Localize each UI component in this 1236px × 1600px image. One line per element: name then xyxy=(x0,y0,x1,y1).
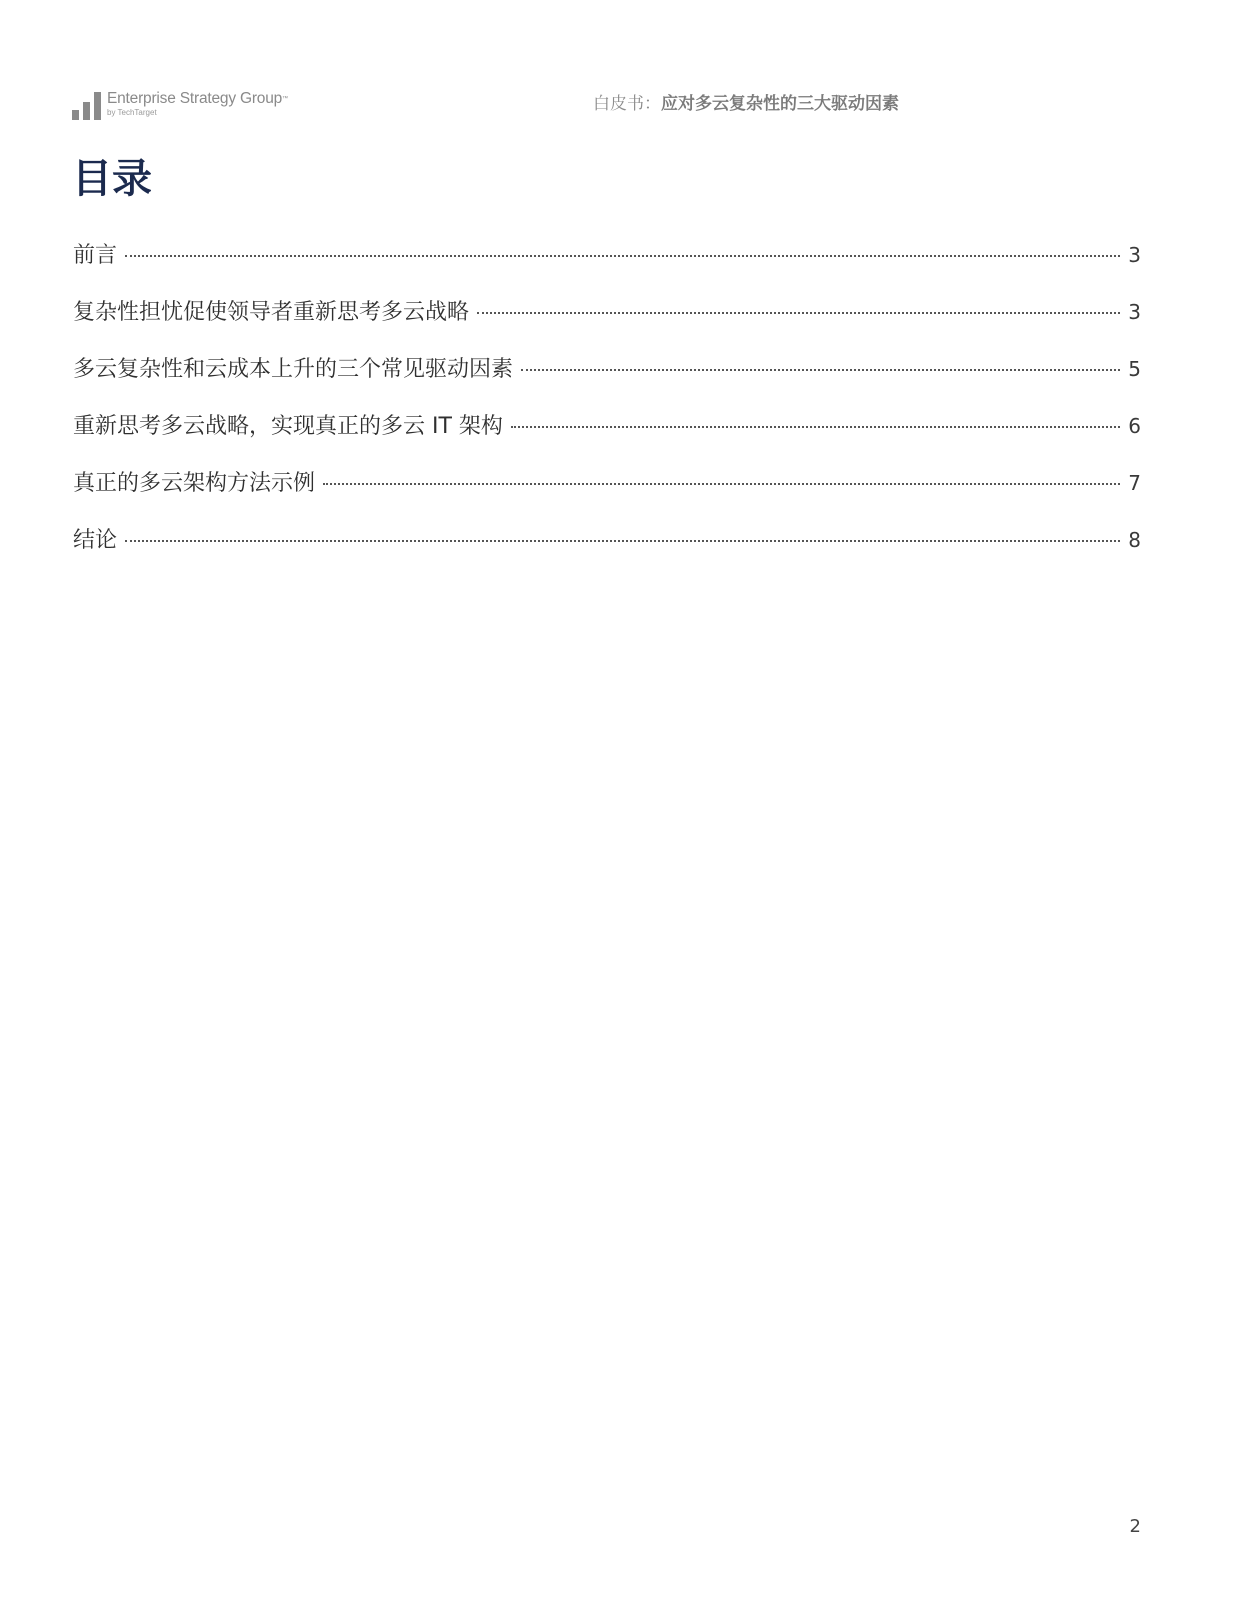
toc-entry-page: 8 xyxy=(1128,528,1141,552)
logo-byline: by TechTarget xyxy=(107,108,157,117)
toc-entry-three-drivers[interactable] xyxy=(73,351,1141,408)
toc-entry-foreword[interactable] xyxy=(73,237,1141,294)
page-number: 2 xyxy=(1129,1516,1141,1537)
esg-logo xyxy=(72,90,288,122)
toc-heading: 目录 xyxy=(72,156,152,202)
dot-leader xyxy=(323,483,1120,485)
toc-entry-page: 6 xyxy=(1128,414,1141,438)
table-of-contents xyxy=(73,237,1141,579)
dot-leader xyxy=(521,369,1120,371)
toc-entry-page: 5 xyxy=(1128,357,1141,381)
toc-entry-title: 结论 xyxy=(73,528,118,553)
toc-entry-conclusion[interactable] xyxy=(73,522,1141,579)
page-header xyxy=(0,0,1236,140)
bar-chart-logo-icon xyxy=(72,90,102,122)
logo-trademark: ™ xyxy=(282,96,288,102)
logo-name: Enterprise Strategy Group™ xyxy=(107,90,288,107)
toc-entry-page: 3 xyxy=(1128,300,1141,324)
toc-entry-architecture-examples[interactable] xyxy=(73,465,1141,522)
dot-leader xyxy=(125,540,1120,542)
toc-entry-title: 重新思考多云战略，实现真正的多云 IT 架构 xyxy=(73,414,503,439)
dot-leader xyxy=(477,312,1120,314)
toc-entry-complexity-concerns[interactable] xyxy=(73,294,1141,351)
toc-entry-title: 多云复杂性和云成本上升的三个常见驱动因素 xyxy=(73,357,514,382)
toc-entry-page: 3 xyxy=(1128,243,1141,267)
logo-text xyxy=(107,90,288,118)
dot-leader xyxy=(125,255,1120,257)
dot-leader xyxy=(511,426,1120,428)
toc-entry-page: 7 xyxy=(1128,471,1141,495)
toc-entry-title: 真正的多云架构方法示例 xyxy=(73,471,316,496)
toc-entry-title: 前言 xyxy=(73,243,118,268)
toc-entry-title: 复杂性担忧促使领导者重新思考多云战略 xyxy=(73,300,470,325)
toc-entry-rethink-strategy[interactable] xyxy=(73,408,1141,465)
document-title xyxy=(593,92,899,116)
doc-label: 白皮书： xyxy=(593,94,661,114)
doc-title-text: 应对多云复杂性的三大驱动因素 xyxy=(661,94,899,114)
